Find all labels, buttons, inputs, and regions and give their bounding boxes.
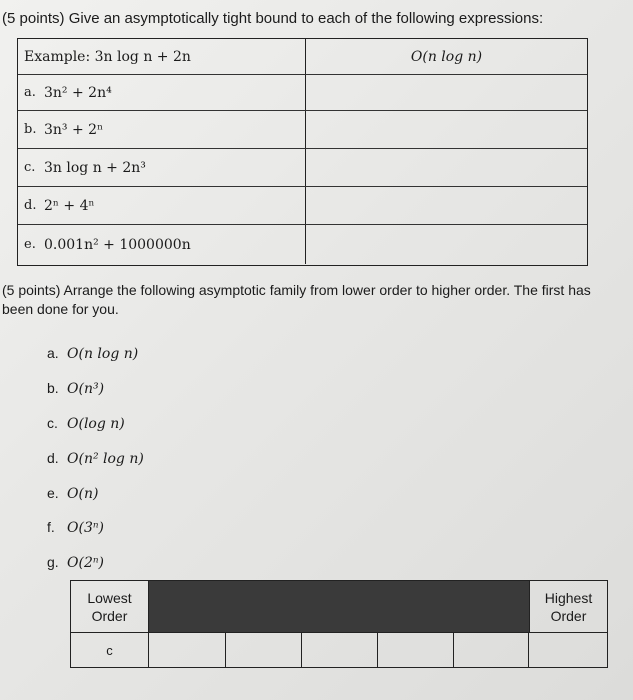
answer-cell[interactable] [306, 75, 587, 110]
item-letter: a. [47, 345, 59, 361]
table-row [18, 111, 587, 149]
order-slot[interactable] [149, 633, 226, 667]
list-item [47, 380, 104, 397]
order-slot[interactable] [71, 633, 149, 667]
expression-cell [18, 187, 306, 224]
order-answer-row [71, 633, 607, 667]
item-expression: O(log n) [67, 416, 125, 432]
item-letter: f. [47, 519, 55, 535]
order-slot[interactable] [302, 633, 378, 667]
table-row [18, 149, 587, 187]
answer-cell[interactable] [306, 149, 587, 186]
item-expression: O(2ⁿ) [67, 555, 104, 571]
answer-cell[interactable] [306, 187, 587, 224]
item-expression: O(n log n) [67, 346, 139, 362]
answer-cell[interactable] [306, 111, 587, 148]
shaded-band [149, 581, 529, 632]
expression-text: Example: 3n log n + 2n [24, 48, 191, 65]
order-slot[interactable] [226, 633, 302, 667]
list-item [47, 519, 104, 536]
order-slot-text: c [106, 642, 113, 658]
answer-cell[interactable] [306, 39, 587, 74]
item-letter: g. [47, 554, 59, 570]
row-label: e. [24, 237, 36, 252]
expression-cell [18, 225, 306, 264]
list-item [47, 345, 138, 362]
question-1-prompt: (5 points) Give an asymptotically tight bound to each of the following expressions: [2, 10, 544, 27]
expression-cell [18, 149, 306, 186]
list-item [47, 450, 144, 467]
table-row [18, 187, 587, 225]
table-row [18, 75, 587, 111]
row-label: b. [24, 122, 37, 137]
list-item [47, 485, 98, 502]
expression-cell [18, 39, 306, 74]
row-label: d. [24, 198, 37, 213]
answer-text: O(n log n) [410, 48, 483, 65]
lowest-word: Lowest [87, 589, 132, 606]
item-expression: O(n³) [67, 381, 105, 397]
item-expression: O(n) [67, 486, 99, 502]
row-label: c. [24, 160, 36, 175]
table-row [18, 39, 587, 75]
item-expression: O(n² log n) [67, 451, 144, 467]
highest-order-label [529, 581, 607, 632]
row-label: a. [24, 85, 36, 100]
list-item [47, 554, 104, 571]
order-header-row [71, 581, 607, 633]
lowest-order-label [71, 581, 149, 632]
bounds-table [17, 38, 588, 266]
expression-text: 3n² + 2n⁴ [44, 84, 112, 101]
order-slot[interactable] [454, 633, 529, 667]
list-item [47, 415, 125, 432]
table-row [18, 225, 587, 264]
item-letter: d. [47, 450, 59, 466]
highest-word: Highest [544, 589, 593, 606]
item-letter: e. [47, 485, 59, 501]
highest-order-word: Order [550, 607, 587, 624]
item-expression: O(3ⁿ) [67, 520, 104, 536]
lowest-order-word: Order [91, 607, 128, 624]
answer-cell[interactable] [306, 225, 587, 264]
order-table [70, 580, 608, 668]
order-slot[interactable] [378, 633, 454, 667]
item-letter: b. [47, 380, 59, 396]
item-letter: c. [47, 415, 58, 431]
expression-cell [18, 111, 306, 148]
expression-text: 3n log n + 2n³ [44, 159, 146, 176]
expression-text: 2ⁿ + 4ⁿ [44, 197, 95, 214]
expression-text: 0.001n² + 1000000n [44, 236, 191, 253]
question-2-prompt: (5 points) Arrange the following asymptotic family from lower order to higher order. The first has been done for you. [2, 282, 591, 317]
expression-text: 3n³ + 2ⁿ [44, 121, 104, 138]
expression-cell [18, 75, 306, 110]
order-slot[interactable] [529, 633, 606, 667]
